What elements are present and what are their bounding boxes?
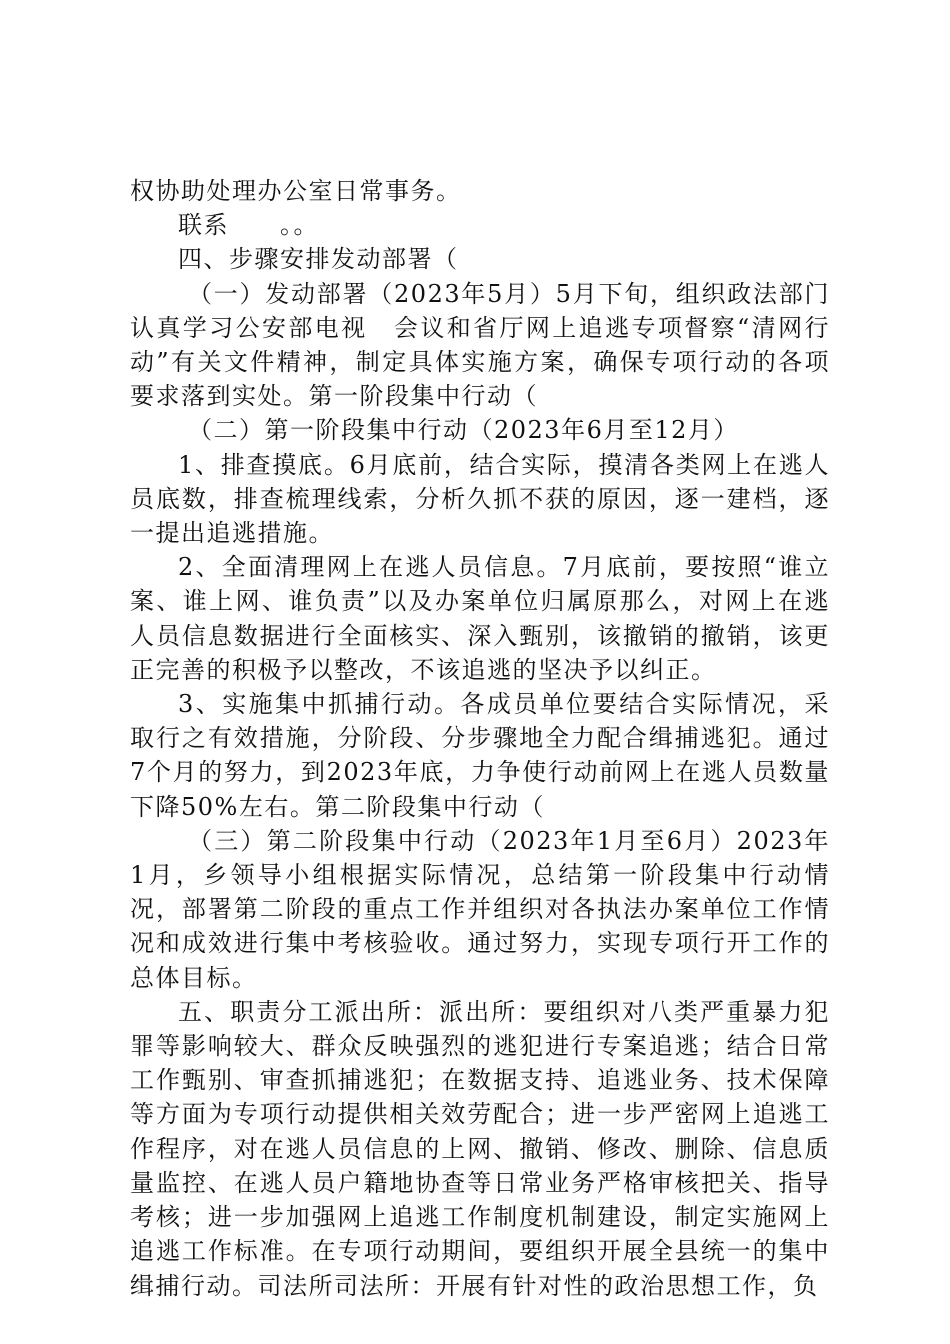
paragraph-item-3: 3、实施集中抓捕行动。各成员单位要结合实际情况，采取行之有效措施，分阶段、分步骤地全力配合缉捕逃犯。通过7个月的努力，到2023年底，力争使行动前网上在逃人员数量下降50%左右。第二阶段集中行动（ <box>130 690 830 821</box>
paragraph-phase-two: （三）第二阶段集中行动（2023年1月至6月）2023年1月，乡领导小组根据实际情况，总结第一阶段集中行动情况，部署第二阶段的重点工作并组织对各执法办案单位工作情况和成效进行集中考核验收。通过努力，实现专项行开工作的总体目标。 <box>130 826 830 992</box>
subheading-phase-one: （二）第一阶段集中行动（2023年6月至12月） <box>188 416 739 445</box>
paragraph-mobilization: （一）发动部署（2023年5月）5月下旬，组织政法部门认真学习公安部电视 会议和省厅网上追逃专项督察“清网行动”有关文件精神，制定具体实施方案，确保专项行动的各项要求落到实处。第一阶段集中行动（ <box>130 279 830 411</box>
section-heading-steps: 四、步骤安排发动部署（ <box>178 245 459 274</box>
paragraph-continuation: 权协助处理办公室日常事务。 <box>130 177 462 205</box>
paragraph-item-1: 1、排查摸底。6月底前，结合实际，摸清各类网上在逃人员底数，排查梳理线索，分析久抓不获的原因，逐一建档，逐一提出追逃措施。 <box>130 450 830 548</box>
paragraph-item-2: 2、全面清理网上在逃人员信息。7月底前，要按照“谁立案、谁上网、谁负责”以及办案单位归属原那么，对网上在逃人员信息数据进行全面核实、深入甄别，该撤销的撤销，该更正完善的积极予以整改，不该追逃的坚决予以纠正。 <box>130 553 830 684</box>
paragraph-contact: 联系 。。 <box>178 211 319 240</box>
document-body <box>130 174 830 1303</box>
section-heading-duties: 五、职责分工派出所：派出所：要组织对八类严重暴力犯罪等影响较大、群众反映强烈的逃犯进行专案追逃；结合日常工作甄别、审查抓捕逃犯；在数据支持、追逃业务、技术保障等方面为专项行动提供相关效劳配合；进一步严密网上追逃工作程序，对在逃人员信息的上网、撤销、修改、删除、信息质量监控、在逃人员户籍地协查等日常业务严格审核把关、指导考核；进一步加强网上追逃工作制度机制建设，制定实施网上追逃工作标准。在专项行动期间，要组织开展全县统一的集中缉捕行动。司法所司法所：开展有针对性的政治思想工作，负 <box>130 997 830 1300</box>
